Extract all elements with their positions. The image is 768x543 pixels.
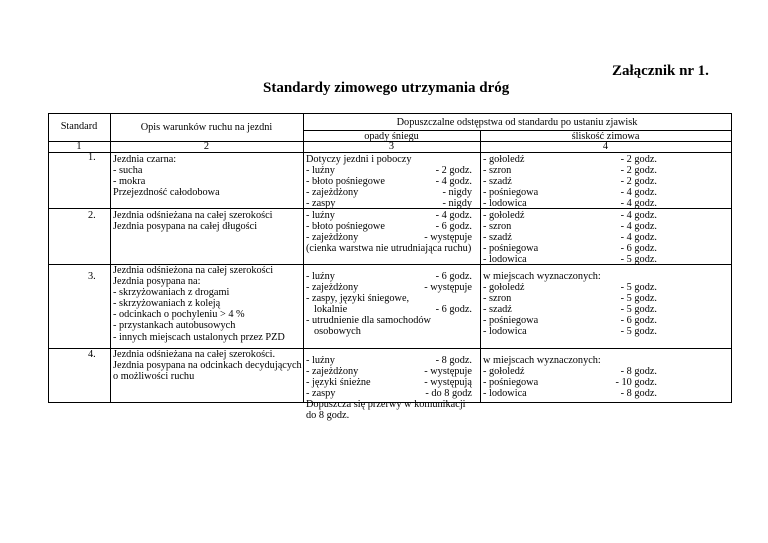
ice-type: - szron bbox=[483, 293, 512, 305]
row-snowfall bbox=[306, 355, 472, 422]
ice-type: - szron bbox=[483, 165, 512, 177]
row-icing bbox=[483, 271, 657, 338]
ice-type: - lodowica bbox=[483, 254, 527, 266]
description-line: Jezdnia czarna: bbox=[113, 154, 177, 165]
snow-time: - występuje bbox=[424, 366, 472, 378]
snow-type: - zaspy bbox=[306, 388, 336, 400]
ice-time: - 8 godz. bbox=[620, 366, 657, 378]
snow-type: - luźny bbox=[306, 165, 335, 177]
description-line: - przystankach autobusowych bbox=[113, 320, 236, 332]
standard-number: 3. bbox=[88, 271, 96, 282]
description-line: - skrzyżowaniach z koleją bbox=[113, 298, 221, 310]
snow-type: - luźny bbox=[306, 271, 335, 282]
icing-note: w miejscach wyznaczonych: bbox=[483, 355, 601, 366]
header-num-3: 3 bbox=[388, 141, 395, 152]
description-line: - skrzyżowaniach z drogami bbox=[113, 287, 230, 299]
ice-type: - lodowica bbox=[483, 198, 527, 210]
description-line: - mokra bbox=[113, 176, 146, 188]
header-num-4: 4 bbox=[602, 141, 609, 152]
ice-type: - szadź bbox=[483, 232, 512, 244]
snow-time: - nigdy bbox=[442, 198, 472, 210]
ice-time: - 6 godz. bbox=[620, 243, 657, 255]
ice-type: - pośniegowa bbox=[483, 243, 539, 255]
description-line: Jezdnia odśnieżona na całej szerokości bbox=[113, 265, 274, 276]
header-snowfall: opady śniegu bbox=[364, 131, 419, 142]
snowfall-note: (cienka warstwa nie utrudniająca ruchu) bbox=[306, 243, 472, 255]
snow-time: - występują bbox=[424, 377, 472, 389]
header-icing: śliskość zimowa bbox=[571, 131, 640, 142]
snow-time: - 6 godz. bbox=[435, 221, 472, 233]
description-line: Przejezdność całodobowa bbox=[113, 187, 220, 199]
standard-number: 4. bbox=[88, 349, 96, 360]
snowfall-note: Dopuszcza się przerwy w komunikacji bbox=[306, 399, 466, 411]
snow-time: - do 8 godz bbox=[425, 388, 472, 400]
header-num-2: 2 bbox=[203, 141, 210, 152]
page-title: Standardy zimowego utrzymania dróg bbox=[263, 80, 510, 96]
description-line: Jezdnia odśnieżana na całej szerokości. bbox=[113, 349, 276, 360]
snow-time: - 2 godz. bbox=[435, 165, 472, 177]
row-description bbox=[113, 154, 301, 198]
ice-type: - gołoledź bbox=[483, 154, 525, 165]
row-snowfall bbox=[306, 210, 472, 254]
ice-time: - 5 godz. bbox=[620, 254, 657, 266]
standard-number: 1. bbox=[88, 152, 96, 163]
ice-time: - 10 godz. bbox=[615, 377, 657, 389]
row-description bbox=[113, 210, 301, 232]
ice-type: - lodowica bbox=[483, 388, 527, 400]
ice-type: - szadź bbox=[483, 176, 512, 188]
ice-time: - 2 godz. bbox=[620, 154, 657, 165]
snowfall-note: Dotyczy jezdni i poboczy bbox=[306, 154, 412, 165]
ice-time: - 4 godz. bbox=[620, 232, 657, 244]
snow-time: - 8 godz. bbox=[435, 355, 472, 366]
description-line: - odcinkach o pochyleniu > 4 % bbox=[113, 309, 245, 321]
snow-type: - utrudnienie dla samochodów bbox=[306, 315, 431, 327]
header-num-1: 1 bbox=[76, 141, 82, 152]
row-icing bbox=[483, 355, 657, 399]
snow-type: lokalnie bbox=[314, 304, 348, 316]
snow-type: - zajeżdżony bbox=[306, 232, 359, 244]
ice-time: - 4 godz. bbox=[620, 198, 657, 210]
snow-type: - błoto pośniegowe bbox=[306, 176, 385, 188]
snow-type: - zajeżdżony bbox=[306, 282, 359, 294]
icing-note: w miejscach wyznaczonych: bbox=[483, 271, 601, 282]
description-line: Jezdnia posypana na odcinkach decydujących bbox=[113, 360, 302, 372]
row-icing bbox=[483, 210, 657, 265]
snow-type: - luźny bbox=[306, 210, 335, 221]
snow-time: - 4 godz. bbox=[435, 210, 472, 221]
row-description bbox=[113, 265, 301, 343]
ice-time: - 4 godz. bbox=[620, 187, 657, 199]
ice-time: - 4 godz. bbox=[620, 221, 657, 233]
snow-type: - zajeżdżony bbox=[306, 366, 359, 378]
ice-time: - 4 godz. bbox=[620, 210, 657, 221]
snow-time: - 6 godz. bbox=[435, 271, 472, 282]
snow-type: osobowych bbox=[314, 326, 361, 338]
ice-type: - szron bbox=[483, 221, 512, 233]
description-line: o możliwości ruchu bbox=[113, 371, 195, 383]
ice-time: - 2 godz. bbox=[620, 165, 657, 177]
standard-number: 2. bbox=[88, 210, 96, 221]
snow-type: - błoto pośniegowe bbox=[306, 221, 385, 233]
description-line: - sucha bbox=[113, 165, 143, 177]
annex-label: Załącznik nr 1. bbox=[612, 63, 709, 79]
snow-type: - zajeżdżony bbox=[306, 187, 359, 199]
ice-time: - 5 godz. bbox=[620, 293, 657, 305]
header-standard: Standard bbox=[60, 121, 98, 132]
row-snowfall bbox=[306, 154, 472, 209]
snow-type: - zaspy bbox=[306, 198, 336, 210]
snow-time: - nigdy bbox=[442, 187, 472, 199]
ice-time: - 5 godz. bbox=[620, 326, 657, 338]
description-line: - innych miejscach ustalonych przez PZD bbox=[113, 331, 285, 343]
ice-time: - 5 godz. bbox=[620, 304, 657, 316]
ice-time: - 6 godz. bbox=[620, 315, 657, 327]
description-line: Jezdnia posypana na całej długości bbox=[113, 221, 258, 233]
row-icing bbox=[483, 154, 657, 209]
ice-time: - 5 godz. bbox=[620, 282, 657, 294]
ice-type: - pośniegowa bbox=[483, 315, 539, 327]
snow-type: - języki śnieżne bbox=[306, 377, 371, 389]
description-line: Jezdnia posypana na: bbox=[113, 276, 201, 288]
ice-type: - szadź bbox=[483, 304, 512, 316]
ice-type: - pośniegowa bbox=[483, 377, 539, 389]
ice-type: - lodowica bbox=[483, 326, 527, 338]
ice-time: - 2 godz. bbox=[620, 176, 657, 188]
snow-time: - występuje bbox=[424, 232, 472, 244]
snow-time: - 6 godz. bbox=[435, 304, 472, 316]
header-deviations: Dopuszczalne odstępstwa od standardu po ustaniu zjawisk bbox=[396, 117, 638, 128]
ice-type: - gołoledź bbox=[483, 282, 525, 294]
header-description: Opis warunków ruchu na jezdni bbox=[140, 122, 273, 133]
ice-time: - 8 godz. bbox=[620, 388, 657, 400]
ice-type: - gołoledź bbox=[483, 210, 525, 221]
ice-type: - gołoledź bbox=[483, 366, 525, 378]
snowfall-note: do 8 godz. bbox=[306, 410, 350, 422]
snow-type: - luźny bbox=[306, 355, 335, 366]
row-snowfall bbox=[306, 271, 472, 338]
row-description bbox=[113, 349, 301, 382]
snow-type: - zaspy, języki śniegowe, bbox=[306, 293, 410, 305]
snow-time: - 4 godz. bbox=[435, 176, 472, 188]
snow-time: - występuje bbox=[424, 282, 472, 294]
description-line: Jezdnia odśnieżana na całej szerokości bbox=[113, 210, 273, 221]
ice-type: - pośniegowa bbox=[483, 187, 539, 199]
